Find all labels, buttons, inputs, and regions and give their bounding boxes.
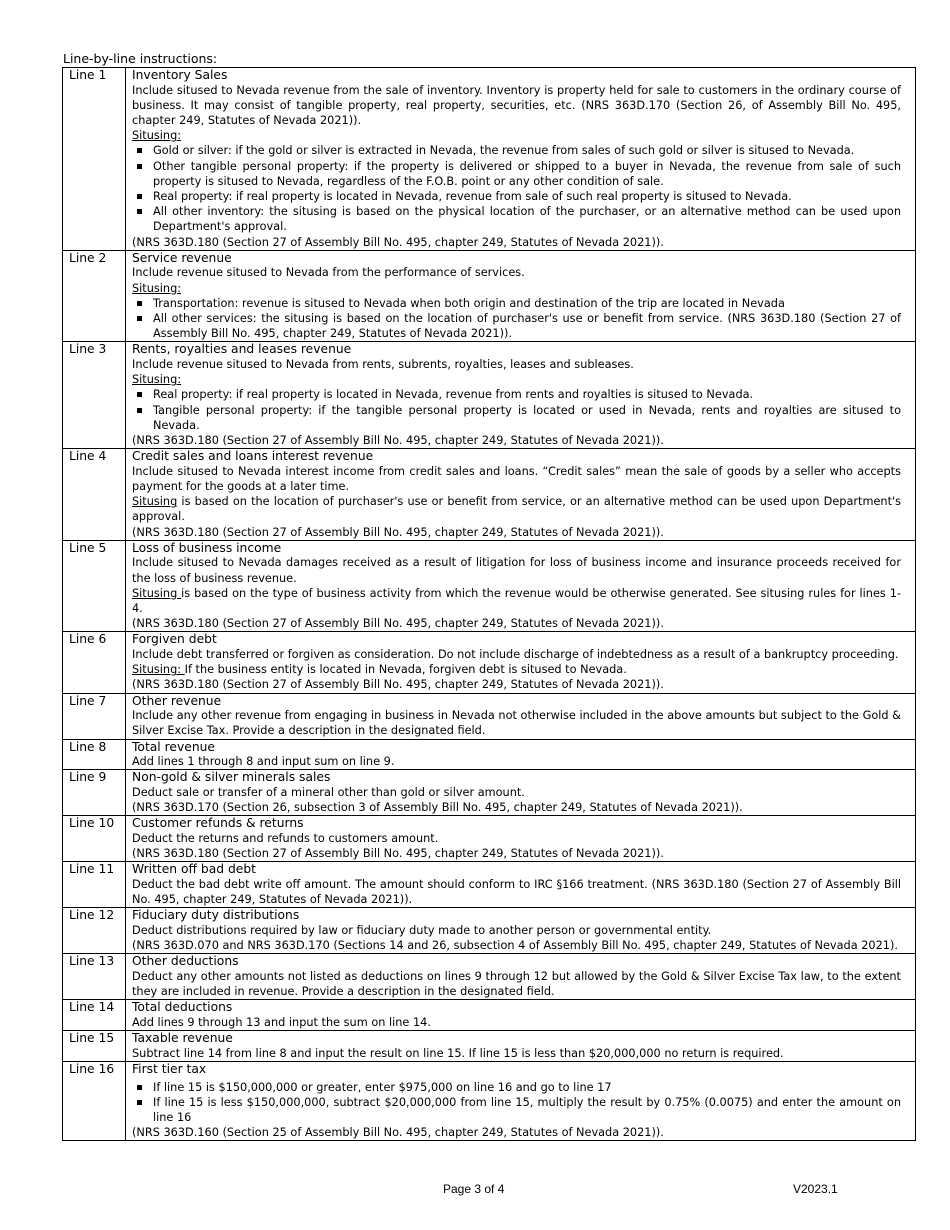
instruction-row (63, 862, 916, 908)
instruction-row (63, 540, 916, 632)
bullet-list (132, 1080, 901, 1126)
line-number: Line 9 (63, 770, 126, 816)
situsing-label: Situsing (132, 586, 182, 600)
line-number: Line 10 (63, 816, 126, 862)
instruction-row (63, 954, 916, 1000)
line-title: Total deductions (132, 1000, 233, 1015)
bullet-item: All other inventory: the situsing is based on the physical location of the purchaser, or an alternative method can be used upon Department's approval. (132, 204, 901, 234)
line-title: Credit sales and loans interest revenue (132, 449, 374, 464)
line-description (126, 540, 916, 632)
instruction-row (63, 632, 916, 693)
page-number: Page 3 of 4 (443, 1182, 505, 1196)
line-text: Deduct the returns and refunds to customers amount. (132, 832, 439, 846)
bullet-item: All other services: the situsing is based on the location of purchaser's use or benefit from service. (NRS 363D.180 (Section 27 of Assembly Bill No. 495, chapter 249, Statutes of Nevada 2021)). (132, 311, 901, 341)
line-description (126, 954, 916, 1000)
instruction-row (63, 1031, 916, 1062)
line-text: (NRS 363D.180 (Section 27 of Assembly Bill No. 495, chapter 249, Statutes of Nevada 2021)). (132, 678, 664, 692)
bullet-item: If line 15 is less $150,000,000, subtract $20,000,000 from line 15, multiply the result by 0.75% (0.0075) and enter the amount on line 16 (132, 1095, 901, 1125)
situsing-label: Situsing (132, 495, 178, 509)
situsing-label: Situsing: (132, 281, 182, 295)
line-title: Customer refunds & returns (132, 816, 304, 831)
line-number: Line 6 (63, 632, 126, 693)
line-number: Line 7 (63, 693, 126, 739)
instruction-row (63, 1062, 916, 1141)
line-number: Line 12 (63, 908, 126, 954)
line-text: (NRS 363D.070 and NRS 363D.170 (Sections 14 and 26, subsection 4 of Assembly Bill No. 495, chapter 249, Statutes of Nevada 2021). (132, 939, 898, 953)
bullet-item: If line 15 is $150,000,000 or greater, enter $975,000 on line 16 and go to line 17 (132, 1080, 901, 1095)
bullet-list (132, 296, 901, 342)
line-description (126, 816, 916, 862)
line-number: Line 15 (63, 1031, 126, 1062)
instruction-row (63, 770, 916, 816)
line-title: Loss of business income (132, 540, 282, 555)
situsing-rule: If the business entity is located in Nevada, forgiven debt is sitused to Nevada. (184, 663, 627, 677)
line-number: Line 13 (63, 954, 126, 1000)
line-text: Deduct any other amounts not listed as deductions on lines 9 through 12 but allowed by the Gold & Silver Excise Tax law, to the extent they are included in revenue. Provide a description in the designated field. (132, 970, 901, 999)
form-version: V2023.1 (793, 1182, 838, 1196)
line-text: (NRS 363D.180 (Section 27 of Assembly Bill No. 495, chapter 249, Statutes of Nevada 2021)). (132, 434, 664, 448)
line-title: First tier tax (132, 1062, 207, 1077)
line-text: (NRS 363D.180 (Section 27 of Assembly Bill No. 495, chapter 249, Statutes of Nevada 2021)). (132, 847, 664, 861)
situsing-text (132, 494, 901, 524)
line-description (126, 342, 916, 449)
bullet-item: Other tangible personal property: if the property is delivered or shipped to a buyer in Nevada, the revenue from sale of such property is sitused to Nevada, regardless of the F.O.B. point or any other condition of sale. (132, 159, 901, 189)
line-description (126, 862, 916, 908)
bullet-list (132, 143, 901, 234)
line-text: Include debt transferred or forgiven as consideration. Do not include discharge of indebtedness as a result of a bankruptcy proceeding. (132, 648, 899, 662)
line-text: Deduct sale or transfer of a mineral other than gold or silver amount. (132, 786, 525, 800)
line-text: Include any other revenue from engaging in business in Nevada not otherwise included in the above amounts but subject to the Gold & Silver Excise Tax. Provide a description in the designated field. (132, 709, 901, 738)
line-number: Line 3 (63, 342, 126, 449)
instruction-row (63, 908, 916, 954)
line-description (126, 739, 916, 770)
line-text: (NRS 363D.180 (Section 27 of Assembly Bill No. 495, chapter 249, Statutes of Nevada 2021)). (132, 235, 664, 249)
line-number: Line 11 (63, 862, 126, 908)
line-title: Taxable revenue (132, 1031, 233, 1046)
line-text: (NRS 363D.170 (Section 26, subsection 3 of Assembly Bill No. 495, chapter 249, Statutes of Nevada 2021)). (132, 801, 743, 815)
line-text: Deduct distributions required by law or fiduciary duty made to another person or governmental entity. (132, 924, 712, 938)
bullet-item: Gold or silver: if the gold or silver is extracted in Nevada, the revenue from sales of such gold or silver is sitused to Nevada. (132, 143, 901, 158)
line-number: Line 8 (63, 739, 126, 770)
line-text: Include sitused to Nevada revenue from the sale of inventory. Inventory is property held for sale to customers in the ordinary course of business. It may consist of tangible property, real property, securities, etc. (NRS 363D.170 (Section 26, of Assembly Bill No. 495, chapter 249, Statutes of Nevada 2021)). (132, 83, 901, 127)
line-description (126, 908, 916, 954)
situsing-rule: is based on the type of business activity from which the revenue would be otherwise generated. See situsing rules for lines 1-4. (132, 586, 901, 616)
line-title: Service revenue (132, 250, 232, 265)
situsing-label: Situsing: (132, 373, 182, 387)
line-title: Non-gold & silver minerals sales (132, 770, 331, 785)
bullet-item: Transportation: revenue is sitused to Nevada when both origin and destination of the trip are located in Nevada (132, 296, 901, 311)
line-description (126, 68, 916, 251)
line-number: Line 16 (63, 1062, 126, 1141)
line-description (126, 632, 916, 693)
instructions-heading: Line-by-line instructions: (63, 51, 218, 66)
instruction-row (63, 739, 916, 770)
line-description (126, 1000, 916, 1031)
bullet-list (132, 387, 901, 433)
line-text: Include sitused to Nevada interest income from credit sales and loans. “Credit sales” mean the sale of goods by a seller who accepts payment for the goods at a later time. (132, 464, 901, 494)
line-text: (NRS 363D.160 (Section 25 of Assembly Bill No. 495, chapter 249, Statutes of Nevada 2021)). (132, 1126, 664, 1140)
line-text: Include revenue sitused to Nevada from the performance of services. (132, 266, 525, 280)
situsing-rule: is based on the location of purchaser's use or benefit from service, or an alternative method can be used upon Department's approval. (132, 495, 901, 524)
line-text: Add lines 1 through 8 and input sum on line 9. (132, 755, 395, 769)
instructions-table (62, 67, 916, 1141)
instruction-row (63, 449, 916, 541)
line-title: Rents, royalties and leases revenue (132, 342, 352, 357)
line-text: Subtract line 14 from line 8 and input the result on line 15. If line 15 is less than $20,000,000 no return is required. (132, 1046, 784, 1060)
line-title: Other revenue (132, 693, 222, 708)
line-description (126, 693, 916, 739)
line-description (126, 1031, 916, 1062)
line-title: Inventory Sales (132, 68, 228, 82)
line-number: Line 14 (63, 1000, 126, 1031)
line-text: (NRS 363D.180 (Section 27 of Assembly Bill No. 495, chapter 249, Statutes of Nevada 2021)). (132, 525, 664, 539)
line-title: Total revenue (132, 739, 215, 754)
line-text: Deduct the bad debt write off amount. The amount should conform to IRC §166 treatment. (NRS 363D.180 (Section 27 of Assembly Bill No. 495, chapter 249, Statutes of Nevada 2021)). (132, 878, 901, 907)
line-text: Add lines 9 through 13 and input the sum on line 14. (132, 1016, 431, 1030)
instruction-row (63, 816, 916, 862)
situsing-label: Situsing: (132, 129, 182, 143)
line-number: Line 5 (63, 540, 126, 632)
instruction-row (63, 1000, 916, 1031)
instruction-row (63, 250, 916, 342)
instruction-row (63, 693, 916, 739)
instruction-row (63, 68, 916, 251)
line-title: Written off bad debt (132, 862, 256, 877)
line-title: Other deductions (132, 954, 239, 969)
line-description (126, 250, 916, 342)
situsing-text (132, 586, 901, 616)
line-number: Line 4 (63, 449, 126, 541)
situsing-label: Situsing: (132, 663, 185, 677)
line-description (126, 1062, 916, 1141)
line-text: Include revenue sitused to Nevada from rents, subrents, royalties, leases and subleases. (132, 358, 634, 372)
line-title: Fiduciary duty distributions (132, 908, 300, 923)
line-title: Forgiven debt (132, 632, 217, 647)
line-number: Line 2 (63, 250, 126, 342)
line-description (126, 449, 916, 541)
line-text: (NRS 363D.180 (Section 27 of Assembly Bill No. 495, chapter 249, Statutes of Nevada 2021)). (132, 617, 664, 631)
instruction-row (63, 342, 916, 449)
line-text: Include sitused to Nevada damages received as a result of litigation for loss of business income and insurance proceeds received for the loss of business revenue. (132, 556, 901, 585)
line-number: Line 1 (63, 68, 126, 251)
bullet-item: Real property: if real property is located in Nevada, revenue from sale of such real property is sitused to Nevada. (132, 189, 901, 204)
bullet-item: Real property: if real property is located in Nevada, revenue from rents and royalties is sitused to Nevada. (132, 387, 901, 402)
situsing-text (132, 662, 901, 677)
bullet-item: Tangible personal property: if the tangible personal property is located or used in Nevada, rents and royalties are sitused to Nevada. (132, 403, 901, 433)
line-description (126, 770, 916, 816)
